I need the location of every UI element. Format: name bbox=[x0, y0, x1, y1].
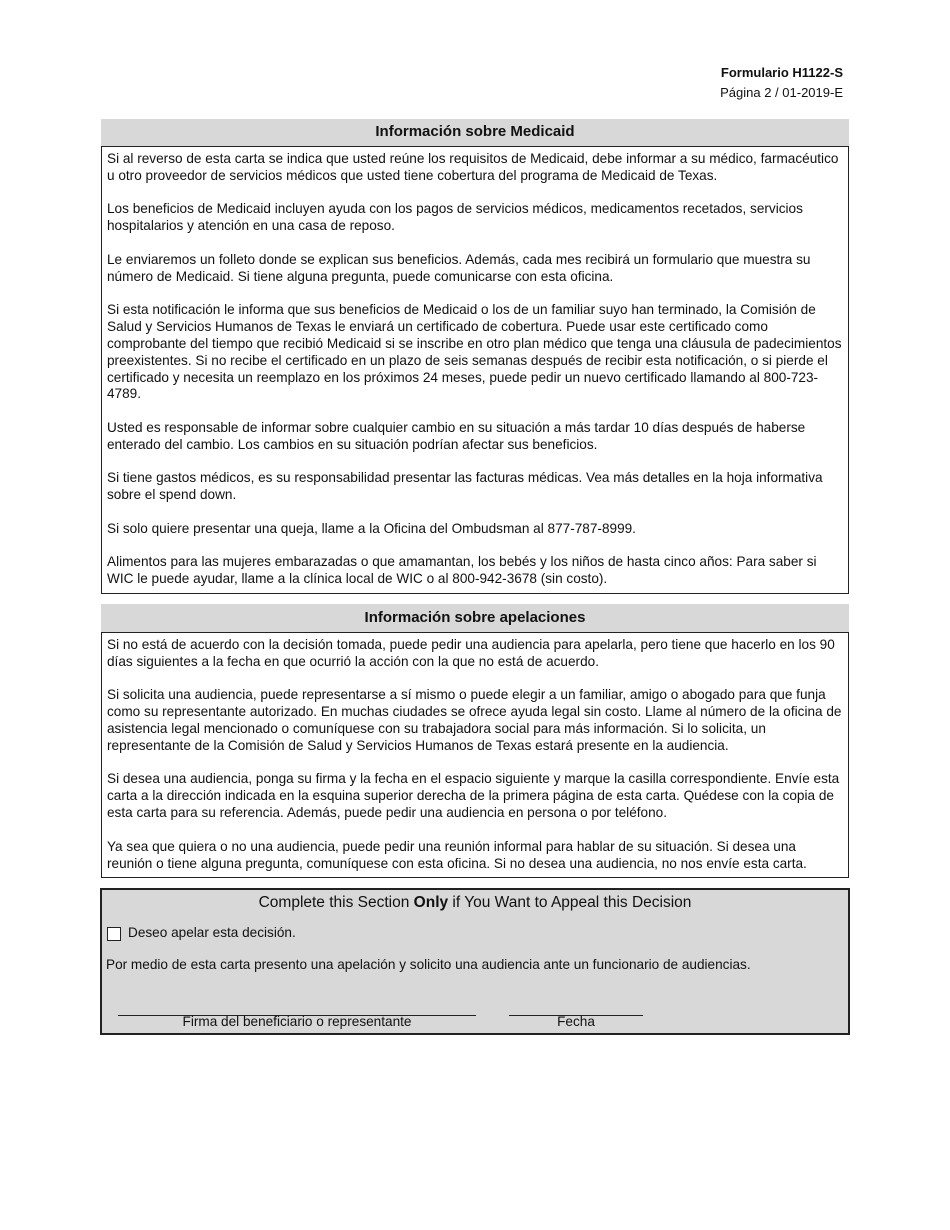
medicaid-paragraph: Usted es responsable de informar sobre cualquier cambio en su situación a más tardar 10 días después de haberse enterado del cambio. Los cambios en su situación podrían afectar sus beneficios. bbox=[107, 419, 806, 452]
form-identifier bbox=[720, 64, 843, 101]
signature-label: Firma del beneficiario o representante bbox=[182, 1014, 412, 1029]
medicaid-paragraph: Alimentos para las mujeres embarazadas o que amamantan, los bebés y los niños de hasta cinco años: Para saber si WIC le puede ayudar, llame a la clínica local de WIC o al 800-942-3678 (sin costo). bbox=[107, 553, 817, 586]
appeal-form bbox=[100, 888, 850, 1035]
appeal-form-title bbox=[102, 894, 848, 912]
date-label: Fecha bbox=[557, 1014, 595, 1029]
medicaid-paragraph: Si esta notificación le informa que sus beneficios de Medicaid o los de un familiar suyo han terminado, la Comisión de Salud y Servicios Humanos de Texas le enviará un certificado de cobertura. Puede usar este certificado como comprobante del tiempo que recibió Medicaid si se inscribe en otro plan médico que tenga una cláusula de padecimientos preexistentes. Si no recibe el certificado en un plazo de seis semanas después de recibir esta notificación, o si pierde el certificado y necesita un reemplazo en los próximos 24 meses, puede pedir un nuevo certificado llamando al 800-723-4789. bbox=[107, 301, 842, 402]
medicaid-section-body bbox=[101, 146, 849, 594]
page-info: Página 2 / 01-2019-E bbox=[720, 85, 843, 100]
appeal-title-suffix: if You Want to Appeal this Decision bbox=[448, 894, 692, 911]
appeal-statement: Por medio de esta carta presento una apelación y solicito una audiencia ante un funcionario de audiencias. bbox=[106, 957, 751, 972]
appeals-paragraph: Si no está de acuerdo con la decisión tomada, puede pedir una audiencia para apelarla, pero tiene que hacerlo en los 90 días siguientes a la fecha en que ocurrió la acción con la que no está de acuerdo. bbox=[107, 637, 835, 669]
medicaid-paragraph: Si tiene gastos médicos, es su responsabilidad presentar las facturas médicas. Vea más detalles en la hoja informativa sobre el spend down. bbox=[107, 470, 823, 503]
appeals-section-body bbox=[101, 632, 849, 878]
appeals-section-title: Información sobre apelaciones bbox=[101, 604, 849, 632]
medicaid-paragraph: Le enviaremos un folleto donde se explican sus beneficios. Además, cada mes recibirá un formulario que muestra su número de Medicaid. Si tiene alguna pregunta, puede comunicarse con esta oficina. bbox=[107, 251, 811, 284]
medicaid-paragraph: Los beneficios de Medicaid incluyen ayuda con los pagos de servicios médicos, medicamentos recetados, servicios hospitalarios y atención en una casa de reposo. bbox=[107, 201, 803, 234]
appeal-title-emphasis: Only bbox=[413, 894, 449, 911]
appeals-paragraph: Ya sea que quiera o no una audiencia, puede pedir una reunión informal para hablar de su situación. Si desea una reunión o tiene alguna pregunta, comuníquese con esta oficina. Si no desea una audiencia, no nos envíe esta carta. bbox=[107, 838, 807, 871]
medicaid-section-title: Información sobre Medicaid bbox=[101, 119, 849, 146]
appeals-paragraph: Si desea una audiencia, ponga su firma y la fecha en el espacio siguiente y marque la casilla correspondiente. Envíe esta carta a la dirección indicada en la esquina superior derecha de la primera página de esta carta. Quédese con la copia de esta carta para su referencia. Además, puede pedir una audiencia en persona o por teléfono. bbox=[107, 771, 840, 821]
appeal-checkbox-label: Deseo apelar esta decisión. bbox=[128, 925, 296, 940]
medicaid-paragraph: Si al reverso de esta carta se indica que usted reúne los requisitos de Medicaid, debe informar a su médico, farmacéutico u otro proveedor de servicios médicos que usted tiene cobertura del programa de Medicaid de Texas. bbox=[107, 151, 839, 183]
appeals-paragraph: Si solicita una audiencia, puede representarse a sí mismo o puede elegir a un familiar, amigo o abogado para que funja como su representante autorizado. En muchas ciudades se ofrece ayuda legal sin costo. Llame al número de la oficina de asistencia legal mencionado o comuníquese con su trabajadora social para más información. Si lo solicita, un representante de la Comisión de Salud y Servicios Humanos de Texas estará presente en la audiencia. bbox=[107, 687, 842, 754]
appeal-title-prefix: Complete this Section bbox=[258, 894, 414, 911]
medicaid-paragraph: Si solo quiere presentar una queja, llame a la Oficina del Ombudsman al 877-787-8999. bbox=[107, 520, 636, 536]
form-number: Formulario H1122-S bbox=[720, 65, 843, 80]
appeal-checkbox[interactable] bbox=[107, 927, 121, 941]
